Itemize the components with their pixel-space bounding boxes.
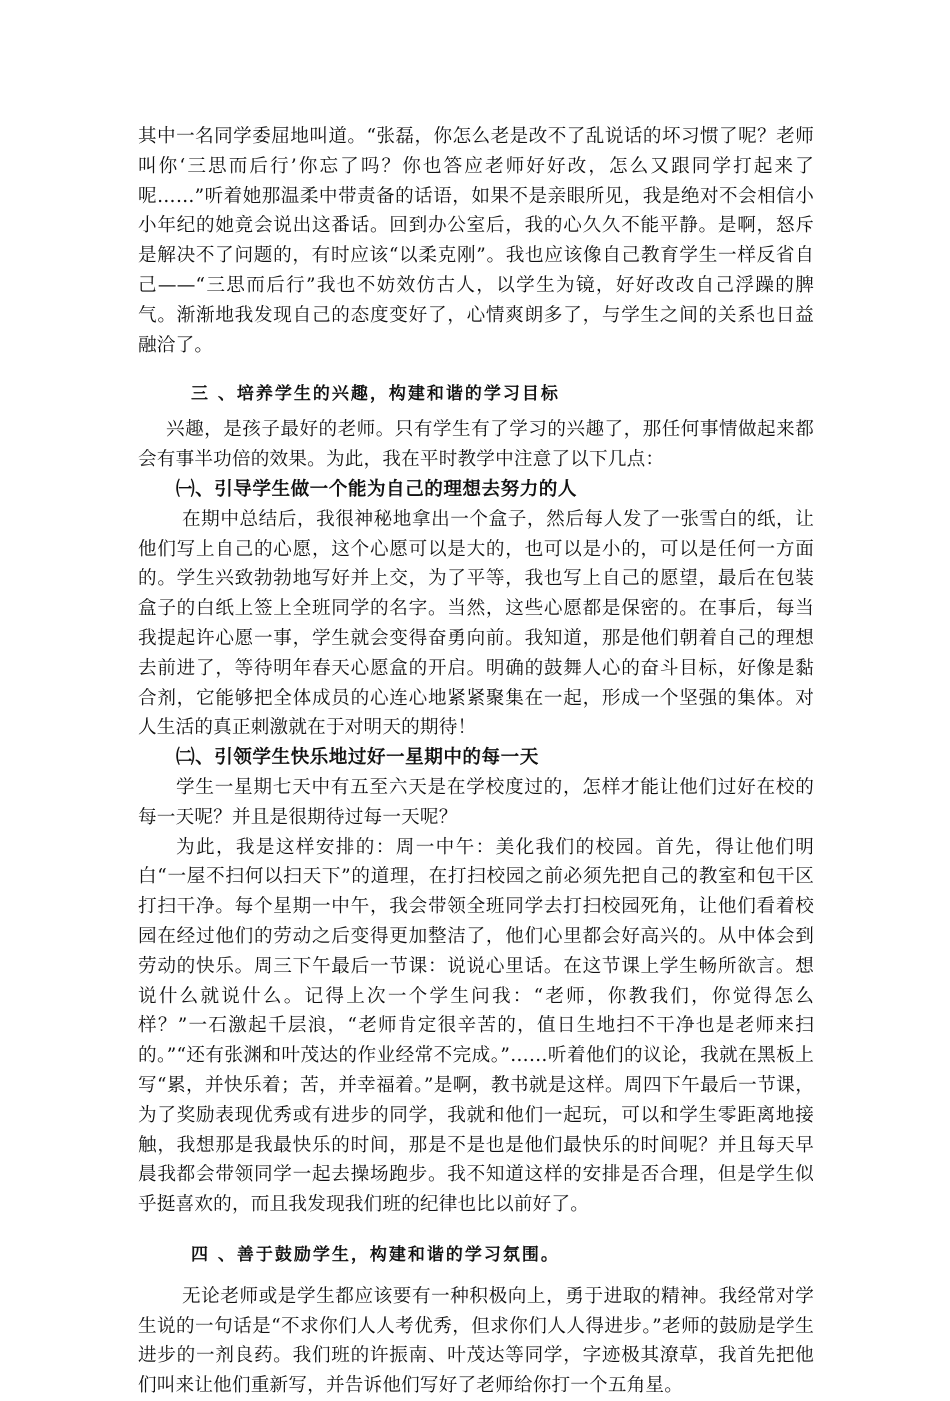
paragraph-interest-intro: 兴趣，是孩子最好的老师。只有学生有了学习的兴趣了，那任何事情做起来都会有事半功倍的效果。为此，我在平时教学中注意了以下几点： <box>138 419 814 471</box>
subheading-1: ㈠、引导学生做一个能为自己的理想去努力的人 <box>176 478 577 500</box>
paragraph-reflection: 其中一名同学委屈地叫道。“张磊，你怎么老是改不了乱说话的坏习惯了呢？老师叫你‘三思而后行’你忘了吗？你也答应老师好好改，怎么又跟同学打起来了呢……”听着她那温柔中带责备的话语，如果不是亲眼所见，我是绝对不会相信小小年纪的她竟会说出这番话。回到办公室后，我的心久久不能平静。是啊，怒斥是解决不了问题的，有时应该“以柔克刚”。我也应该像自己教育学生一样反省自己——“三思而后行”我也不妨效仿古人，以学生为镜，好好改改自己浮躁的脾气。渐渐地我发现自己的态度变好了，心情爽朗多了，与学生之间的关系也日益融洽了。 <box>138 126 814 356</box>
paragraph-schedule: 为此，我是这样安排的：周一中午：美化我们的校园。首先，得让他们明白“一屋不扫何以扫天下”的道理，在打扫校园之前必须先把自己的教室和包干区打扫干净。每个星期一中午，我会带领全班同学去打扫校园死角，让他们看着校园在经过他们的劳动之后变得更加整洁了，他们心里都会好高兴的。从中体会到劳动的快乐。周三下午最后一节课：说说心里话。在这节课上学生畅所欲言。想说什么就说什么。记得上次一个学生问我：“老师，你教我们，你觉得怎么样？”一石激起千层浪，“老师肯定很辛苦的，值日生地扫不干净也是老师来扫的。”“还有张渊和叶茂达的作业经常不完成。”……听着他们的议论，我就在黑板上写“累，并快乐着；苦，并幸福着。”是啊，教书就是这样。周四下午最后一节课，为了奖励表现优秀或有进步的同学，我就和他们一起玩，可以和学生零距离地接触，我想那是我最快乐的时间，那是不是也是他们最快乐的时间呢？并且每天早晨我都会带领同学一起去操场跑步。我不知道这样的安排是否合理，但是学生似乎挺喜欢的，而且我发现我们班的纪律也比以前好了。 <box>138 836 814 1216</box>
paragraph-wish-box: 在期中总结后，我很神秘地拿出一个盒子，然后每人发了一张雪白的纸，让他们写上自己的心愿，这个心愿可以是大的，也可以是小的，可以是任何一方面的。学生兴致勃勃地写好并上交，为了平等，我也写上自己的愿望，最后在包装盒子的白纸上签上全班同学的名字。当然，这些心愿都是保密的。在事后，每当我提起许心愿一事，学生就会变得奋勇向前。我知道，那是他们朝着自己的理想去前进了，等待明年春天心愿盒的开启。明确的鼓舞人心的奋斗目标，好像是黏合剂，它能够把全体成员的心连心地紧紧聚集在一起，形成一个坚强的集体。对人生活的真正刺激就在于对明天的期待！ <box>138 508 814 739</box>
section-heading-4: 四 、善于鼓励学生，构建和谐的学习氛围。 <box>191 1244 560 1265</box>
section-heading-3: 三 、培养学生的兴趣，构建和谐的学习目标 <box>191 384 560 405</box>
paragraph-school-week: 学生一星期七天中有五至六天是在学校度过的，怎样才能让他们过好在校的每一天呢？并且是很期待过每一天呢？ <box>138 776 814 828</box>
paragraph-encouragement: 无论老师或是学生都应该要有一种积极向上，勇于进取的精神。我经常对学生说的一句话是“不求你们人人考优秀，但求你们人人得进步。”老师的鼓励是学生进步的一剂良药。我们班的许振南、叶茂达等同学，字迹极其潦草，我首先把他们叫来让他们重新写，并告诉他们写好了老师给你打一个五角星。 <box>138 1285 814 1397</box>
subheading-2: ㈡、引领学生快乐地过好一星期中的每一天 <box>176 747 539 769</box>
document-page <box>138 122 814 1401</box>
